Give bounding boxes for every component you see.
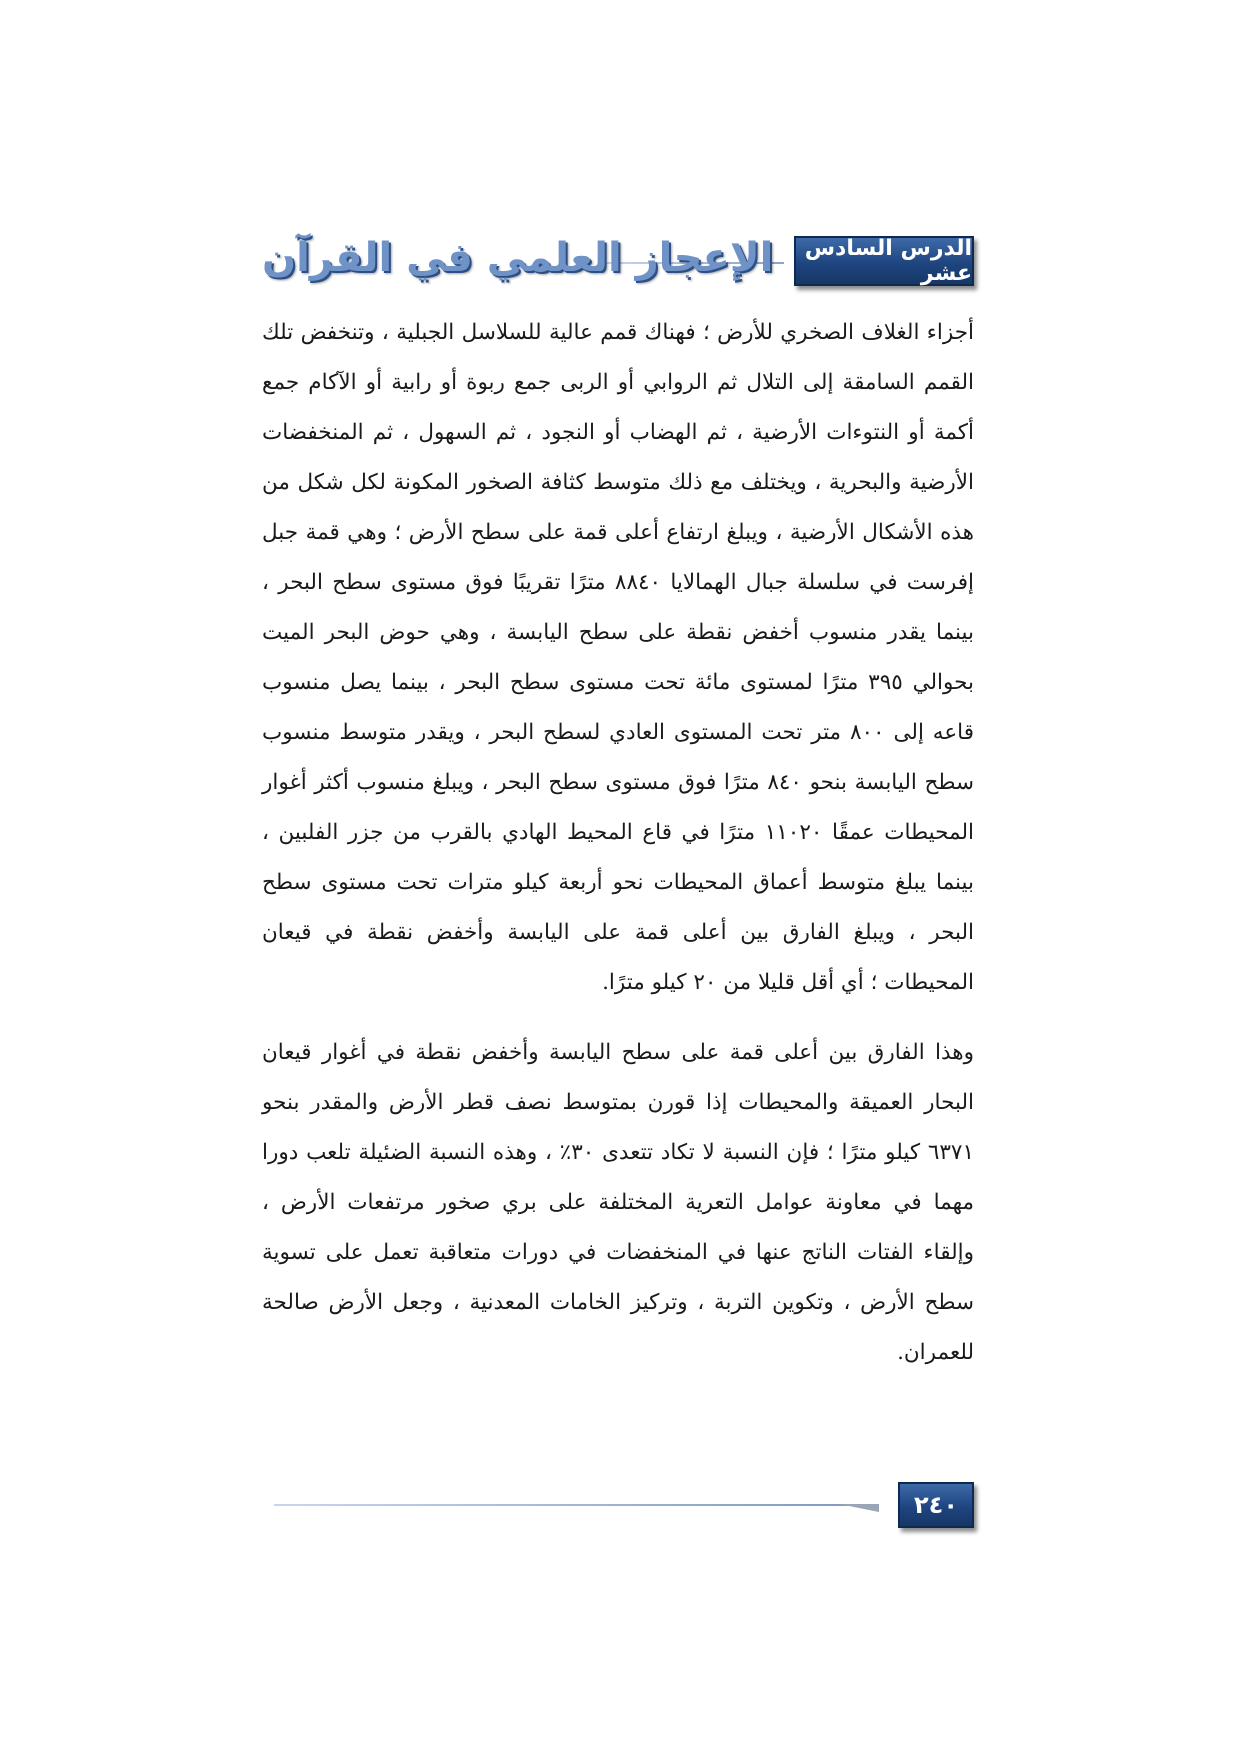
book-title: الإعجاز العلمي في القرآن — [262, 235, 774, 281]
page-body — [262, 308, 974, 1378]
lesson-badge: الدرس السادس عشر — [794, 236, 974, 286]
page-header — [262, 236, 974, 292]
paragraph-2: وهذا الفارق بين أعلى قمة على سطح اليابسة وأخفض نقطة في أغوار قيعان البحار العميقة والمحيطات إذا قورن بمتوسط نصف قطر الأرض والمقدر بنحو ٦٣٧١ كيلو مترًا ؛ فإن النسبة لا تكاد تتعدى ٣٠٪ ، وهذه النسبة الضئيلة تلعب دورا مهما في معاونة عوامل التعرية المختلفة على بري صخور مرتفعات الأرض ، وإلقاء الفتات الناتج عنها في المنخفضات في دورات متعاقبة تعمل على تسوية سطح الأرض ، وتكوين التربة ، وتركيز الخامات المعدنية ، وجعل الأرض صالحة للعمران. — [262, 1040, 975, 1365]
footer-ornament — [839, 1504, 879, 1518]
page-number: ٢٤٠ — [898, 1482, 974, 1528]
footer-divider-line — [274, 1504, 874, 1506]
page-footer — [274, 1482, 974, 1534]
paragraph-1: أجزاء الغلاف الصخري للأرض ؛ فهناك قمم عالية للسلاسل الجبلية ، وتنخفض تلك القمم السامقة إلى التلال ثم الروابي أو الربى جمع ربوة أو رابية أو الآكام جمع أكمة أو النتوءات الأرضية ، ثم الهضاب أو النجود ، ثم السهول ، ثم المنخفضات الأرضية والبحرية ، ويختلف مع ذلك متوسط كثافة الصخور المكونة لكل شكل من هذه الأشكال الأرضية ، ويبلغ ارتفاع أعلى قمة على سطح الأرض ؛ وهي قمة جبل إفرست في سلسلة جبال الهمالايا ٨٨٤٠ مترًا تقريبًا فوق مستوى سطح البحر ، بينما يقدر منسوب أخفض نقطة على سطح اليابسة ، وهي حوض البحر الميت بحوالي ٣٩٥ مترًا لمستوى مائة تحت مستوى سطح البحر ، بينما يصل منسوب قاعه إلى ٨٠٠ متر تحت المستوى العادي لسطح البحر ، ويقدر متوسط منسوب سطح اليابسة بنحو ٨٤٠ مترًا فوق مستوى سطح البحر ، ويبلغ منسوب أكثر أغوار المحيطات عمقًا ١١٠٢٠ مترًا في قاع المحيط الهادي بالقرب من جزر الفلبين ، بينما يبلغ متوسط أعماق المحيطات نحو أربعة كيلو مترات تحت مستوى سطح البحر ، ويبلغ الفارق بين أعلى قمة على اليابسة وأخفض نقطة في قيعان المحيطات ؛ أي أقل قليلا من ٢٠ كيلو مترًا. — [262, 320, 975, 995]
